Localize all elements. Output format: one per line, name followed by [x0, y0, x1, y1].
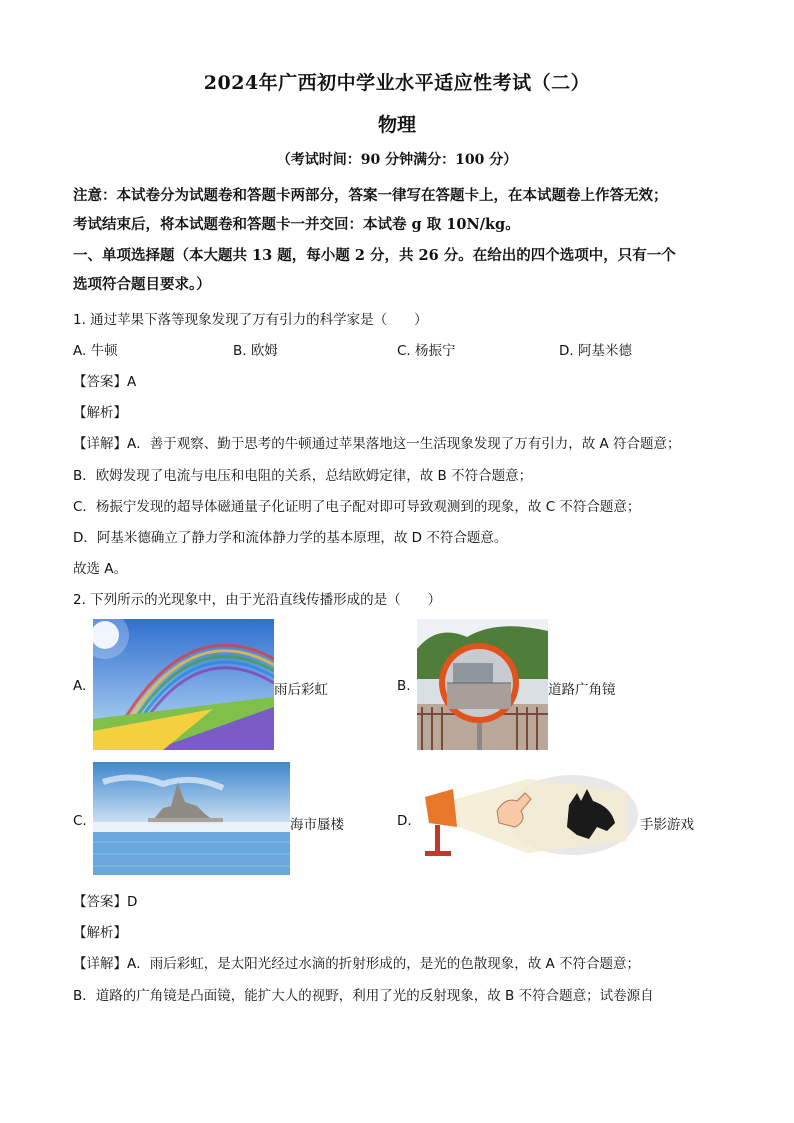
q2-option-a-caption: 雨后彩虹 — [274, 682, 328, 698]
q1-answer: 【答案】A — [73, 374, 137, 390]
section-heading-line-2: 选项符合题目要求。） — [73, 276, 211, 293]
road-mirror-image — [417, 619, 548, 750]
q2-option-b-letter: B. — [397, 678, 411, 694]
notice-line-1: 注意：本试卷分为试题卷和答题卡两部分，答案一律写在答题卡上，在本试题卷上作答无效； — [73, 187, 668, 204]
q1-conclusion: 故选 A。 — [73, 561, 128, 577]
q1-detail-line-1: 【详解】A．善于观察、勤于思考的牛顿通过苹果落地这一生活现象发现了万有引力，故 A 符合题意； — [73, 436, 681, 452]
q2-option-c-letter: C. — [73, 813, 87, 829]
q1-detail-line-2: B．欧姆发现了电流与电压和电阻的关系，总结欧姆定律，故 B 不符合题意； — [73, 468, 533, 484]
q1-stem: 1. 通过苹果下落等现象发现了万有引力的科学家是（ ） — [73, 312, 428, 328]
q1-option-a: A. 牛顿 — [73, 343, 118, 359]
q2-option-a-letter: A. — [73, 678, 87, 694]
q1-option-b: B. 欧姆 — [233, 343, 278, 359]
q1-analysis-label: 【解析】 — [73, 405, 127, 421]
exam-info: （考试时间：90 分钟满分：100 分） — [276, 152, 518, 168]
q2-option-c-caption: 海市蜃楼 — [290, 817, 344, 833]
q1-option-c: C. 杨振宁 — [397, 343, 456, 359]
exam-title: 2024年广西初中学业水平适应性考试（二） — [203, 72, 591, 94]
q2-analysis-label: 【解析】 — [73, 925, 127, 941]
q2-answer: 【答案】D — [73, 894, 138, 910]
q1-detail-line-3: C．杨振宁发现的超导体磁通量子化证明了电子配对即可导致观测到的现象，故 C 不符合题意； — [73, 499, 641, 515]
q1-option-d: D. 阿基米德 — [559, 343, 632, 359]
notice-line-2: 考试结束后，将本试题卷和答题卡一并交回：本试卷 g 取 10N/kg。 — [73, 216, 520, 233]
q2-option-b-caption: 道路广角镜 — [548, 682, 616, 698]
mirage-image — [93, 762, 290, 875]
q2-option-d-letter: D. — [397, 813, 412, 829]
q2-detail-line-1: 【详解】A．雨后彩虹，是太阳光经过水滴的折射形成的，是光的色散现象，故 A 不符合题意； — [73, 956, 641, 972]
subject-title: 物理 — [377, 114, 416, 136]
q2-option-d-caption: 手影游戏 — [640, 817, 694, 833]
rainbow-image — [93, 619, 274, 750]
q1-detail-line-4: D．阿基米德确立了静力学和流体静力学的基本原理，故 D 不符合题意。 — [73, 530, 508, 546]
q2-stem: 2. 下列所示的光现象中，由于光沿直线传播形成的是（ ） — [73, 592, 442, 608]
section-heading-line-1: 一、单项选择题（本大题共 13 题，每小题 2 分，共 26 分。在给出的四个选项中，只有一个 — [73, 247, 676, 264]
q2-detail-line-2: B．道路的广角镜是凸面镜，能扩大人的视野，利用了光的反射现象，故 B 不符合题意；试卷源自 — [73, 988, 654, 1004]
hand-shadow-image — [417, 771, 640, 863]
